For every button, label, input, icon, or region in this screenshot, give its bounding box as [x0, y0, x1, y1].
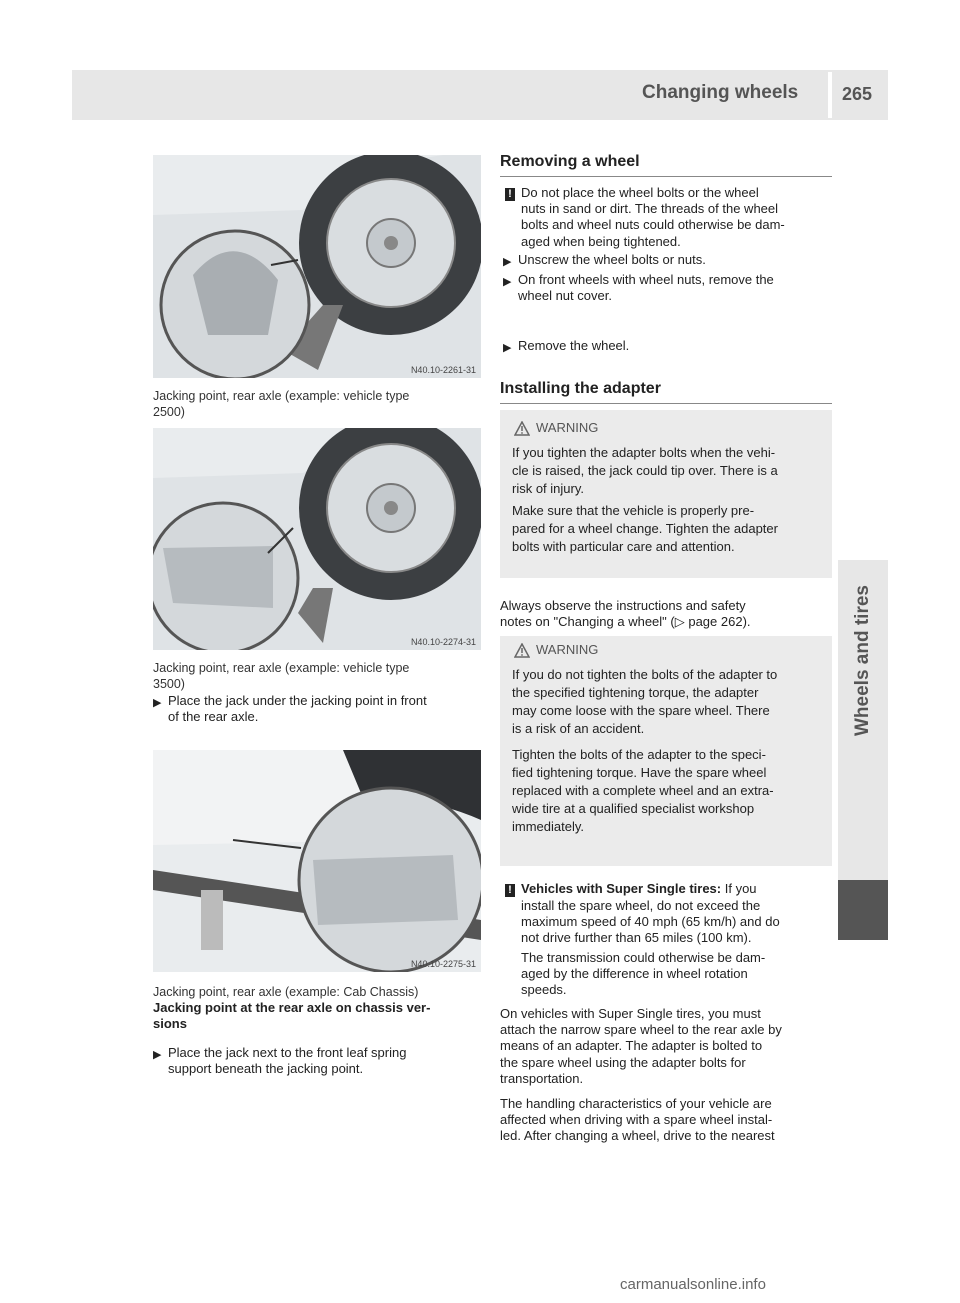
figure-jacking-point-cab-chassis: [153, 750, 481, 972]
notice-transmission: The transmission could otherwise be dam- aged by the difference in wheel rotation speeds.: [521, 950, 766, 998]
section-title: Changing wheels: [642, 82, 799, 103]
warning-title: WARNING: [536, 642, 599, 657]
step-place-jack: Place the jack under the jacking point in front of the rear axle.: [168, 693, 427, 725]
warning-text: If you tighten the adapter bolts when the vehi- cle is raised, the jack could tip over. There is a risk of injury.: [512, 445, 778, 496]
watermark: carmanualsonline.info: [620, 1276, 766, 1293]
notice-icon: !: [505, 188, 515, 201]
illustration-wheel-jack-3500: [153, 428, 481, 650]
figure-code: N40.10-2261-31: [410, 365, 476, 375]
chassis-heading: Jacking point at the rear axle on chassis ver- sions: [153, 1000, 431, 1032]
warning-triangle-icon: [514, 421, 530, 436]
step-arrow-icon: ▶: [503, 256, 512, 268]
side-tab-marker: [838, 880, 888, 940]
notice-sand-dirt: Do not place the wheel bolts or the wheel nuts in sand or dirt. The threads of the wheel bolts and wheel nuts could otherwise be dam- aged when being tightened.: [521, 185, 785, 249]
step-chassis: Place the jack next to the front leaf spring support beneath the jacking point.: [168, 1045, 407, 1077]
notice-bold-label: Vehicles with Super Single tires:: [521, 881, 722, 896]
notice-super-single-first-line: [521, 881, 757, 897]
figure-jacking-point-3500: [153, 428, 481, 650]
step-arrow-icon: ▶: [153, 697, 162, 709]
step-arrow-icon: ▶: [503, 276, 512, 288]
warning-triangle-icon: [514, 643, 530, 658]
warning-text: If you do not tighten the bolts of the adapter to the specified tightening torque, the adapter may come loose with the spare wheel. There is a risk of an accident.: [512, 667, 778, 736]
illustration-chassis-jack: [153, 750, 481, 972]
step-remove-cover: On front wheels with wheel nuts, remove the wheel nut cover.: [518, 272, 774, 304]
figure-jacking-point-2500: [153, 155, 481, 378]
illustration-wheel-jack-2500: [153, 155, 481, 378]
paragraph-super-single-adapter: On vehicles with Super Single tires, you must attach the narrow spare wheel to the rear axle by means of an adapter. The adapter is bolted to the spare wheel using the adapter bolts for transportation.: [500, 1006, 782, 1086]
warning-action: Tighten the bolts of the adapter to the speci- fied tightening torque. Have the spare wheel replaced with a complete wheel and an extra- wide tire at a qualified specialist workshop immediately.: [512, 747, 774, 834]
figure-caption: Jacking point, rear axle (example: vehicle type 3500): [153, 661, 410, 691]
paragraph-handling: The handling characteristics of your vehicle are affected when driving with a spare wheel instal- led. After changing a wheel, drive to the nearest: [500, 1096, 775, 1144]
figure-code: N40.10-2274-31: [410, 637, 476, 647]
figure-caption: Jacking point, rear axle (example: Cab Chassis): [153, 985, 419, 999]
step-remove-wheel: Remove the wheel.: [518, 338, 630, 353]
warning-action: Make sure that the vehicle is properly pre- pared for a wheel change. Tighten the adapter bolts with particular care and attention.: [512, 503, 778, 554]
heading-rule: [500, 176, 832, 177]
side-tab-label: [851, 688, 875, 736]
heading-rule: [500, 403, 832, 404]
notice-super-single: install the spare wheel, do not exceed the maximum speed of 40 mph (65 km/h) and do not drive further than 65 miles (100 km).: [521, 898, 780, 946]
header-separator: [828, 72, 832, 118]
step-arrow-icon: ▶: [503, 342, 512, 354]
heading-installing-adapter: Installing the adapter: [500, 380, 661, 397]
step-arrow-icon: ▶: [153, 1049, 162, 1061]
figure-code: N40.10-2275-31: [410, 959, 476, 969]
observe-instructions: Always observe the instructions and safety notes on "Changing a wheel" (▷ page 262).: [500, 598, 751, 630]
warning-box-jack-tip: [500, 410, 832, 578]
warning-title: WARNING: [536, 420, 599, 435]
figure-caption: Jacking point, rear axle (example: vehicle type 2500): [153, 389, 410, 419]
notice-icon: !: [505, 884, 515, 897]
step-unscrew: Unscrew the wheel bolts or nuts.: [518, 252, 706, 267]
warning-box-adapter-torque: [500, 636, 832, 866]
heading-removing-wheel: Removing a wheel: [500, 153, 640, 170]
page-number: 265: [842, 84, 873, 104]
notice-first-line-rest: If you: [721, 881, 757, 896]
